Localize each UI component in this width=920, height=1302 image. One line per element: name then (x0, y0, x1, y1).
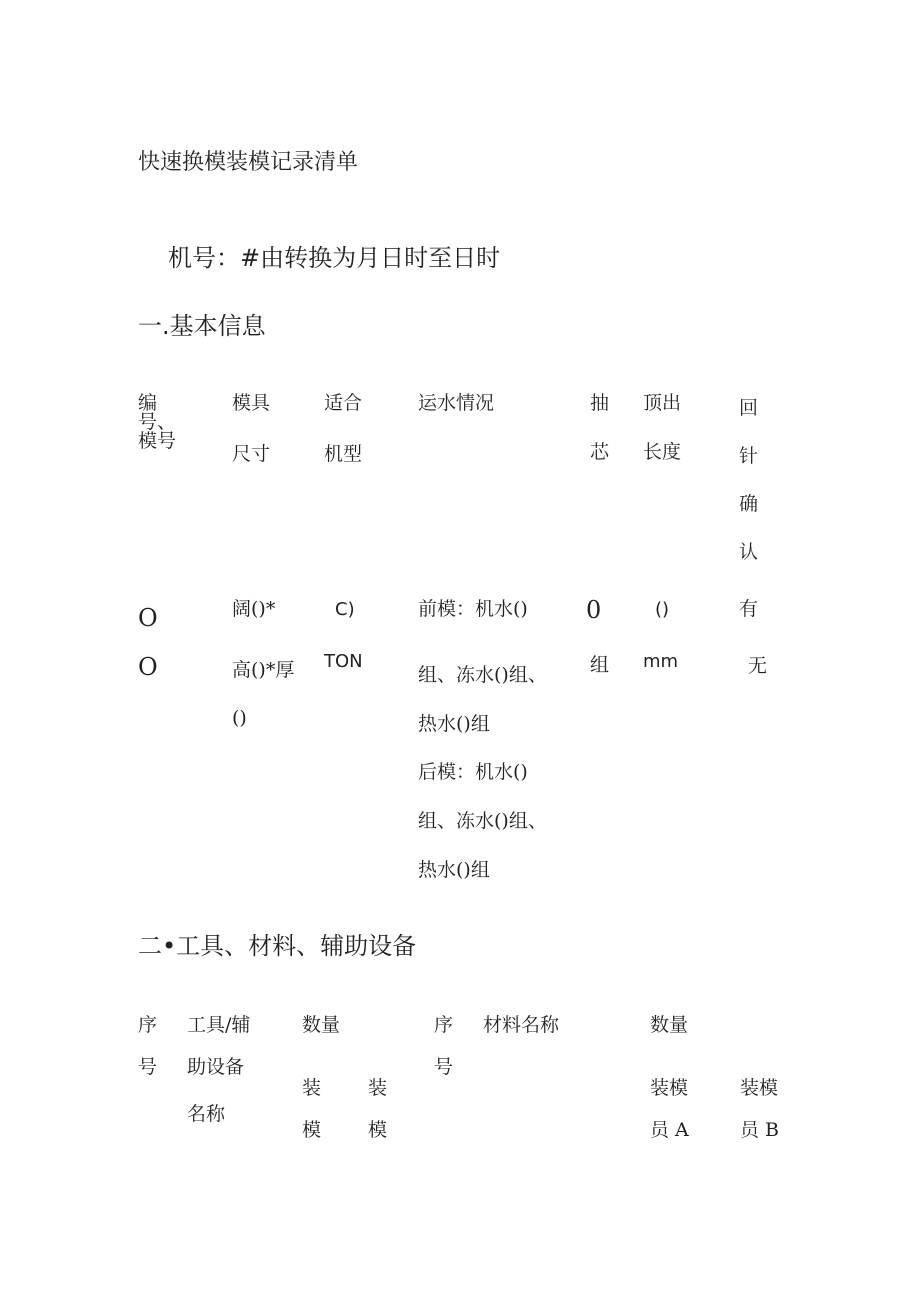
header-tool-name-2: 助设备 (187, 1056, 245, 1078)
document-title: 快速换模装模记录清单 (138, 150, 359, 175)
row-model-unit: TON (324, 651, 363, 672)
header-return-pin-check: 回 针 确 认 (739, 397, 759, 563)
row-size-width: 阔()* (232, 598, 276, 620)
header-tool-name-1: 工具/辅 (187, 1014, 251, 1036)
row-code-2: O (138, 653, 158, 681)
row-water-front-3: 热水()组 (418, 713, 490, 735)
header-machine-model: 适合 机型 (324, 392, 363, 465)
row-eject-unit: mm (643, 651, 679, 672)
header-tool-name-3: 名称 (187, 1103, 226, 1125)
row-core-unit: 组 (590, 654, 610, 676)
row-water-front-1: 前模：机水() (418, 598, 528, 620)
header-material-name: 材料名称 (483, 1014, 560, 1036)
header-code: 编 号、 模号 (138, 392, 177, 452)
section-heading-tools: 二•工具、材料、辅助设备 (138, 932, 417, 960)
header-water-status: 运水情况 (418, 392, 495, 414)
row-eject-value: () (655, 599, 670, 620)
row-water-front-2: 组、冻水()组、 (418, 664, 547, 686)
header-staff-a: 装模 员 A (650, 1077, 689, 1141)
row-size-thickness: () (232, 707, 247, 729)
row-model-value: C) (335, 599, 355, 620)
row-water-back-3: 热水()组 (418, 859, 490, 881)
header-staff-b: 装模 员 B (740, 1077, 780, 1141)
header-ejection-length: 顶出 长度 (643, 392, 682, 463)
row-core-count: 0 (586, 596, 602, 624)
header-seq-2: 序 号 (434, 1014, 454, 1078)
row-size-height: 高()*厚 (232, 659, 295, 681)
row-code-1: O (138, 604, 158, 632)
header-quantity-2: 数量 (650, 1014, 689, 1036)
header-seq: 序 号 (138, 1014, 158, 1078)
header-mold-a: 装 模 (302, 1077, 322, 1141)
header-mold-b: 装 模 (368, 1077, 388, 1141)
row-water-back-2: 组、冻水()组、 (418, 810, 547, 832)
header-mold-size: 模具 尺寸 (232, 392, 271, 465)
row-pin-yes: 有 (739, 598, 759, 620)
header-quantity: 数量 (302, 1014, 341, 1036)
header-core-pull: 抽 芯 (590, 392, 610, 463)
row-water-back-1: 后模：机水() (418, 761, 528, 783)
row-pin-no: 无 (748, 655, 768, 677)
machine-line: 机号：#由转换为月日时至日时 (168, 244, 501, 272)
section-heading-basic-info: 一.基本信息 (138, 312, 266, 340)
